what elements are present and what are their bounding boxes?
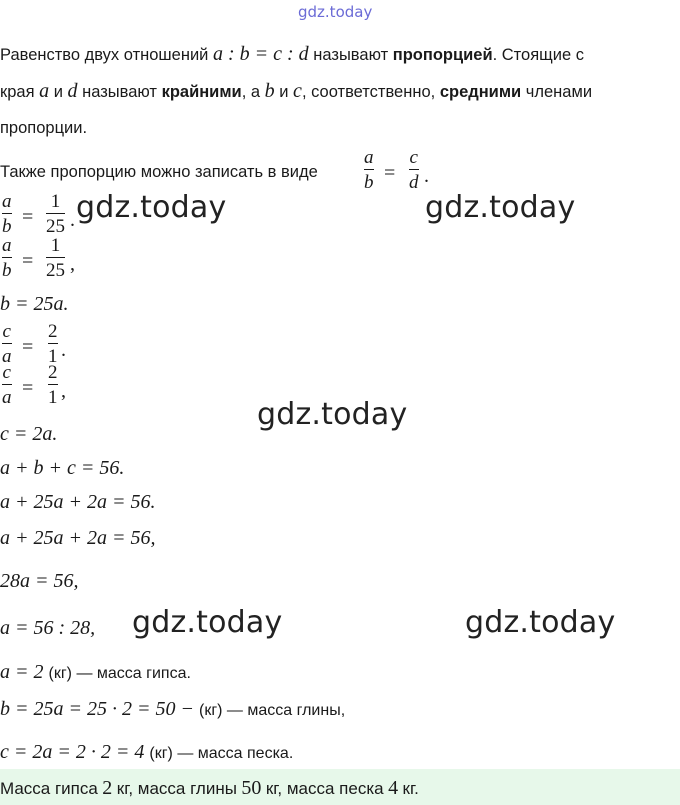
var-d: d <box>67 80 78 102</box>
ratio-expression: a : b = c : d <box>212 43 309 65</box>
watermark: gdz.today <box>425 190 576 225</box>
fraction-c-over-a: c a <box>2 321 12 367</box>
equals-sign: = <box>22 206 34 228</box>
intro-text: и <box>53 83 63 101</box>
intro-text: . Стоящие с <box>492 46 584 64</box>
watermark: gdz.today <box>465 605 616 640</box>
period: . <box>61 339 66 361</box>
comma: , <box>61 380 66 402</box>
fraction-a-over-b: a b <box>2 191 12 237</box>
equals-sign: = <box>22 377 34 399</box>
result-a: a = 2 (кг) — масса гипса. <box>0 661 191 683</box>
fraction-c-over-a: c a <box>2 362 12 408</box>
intro-text: и <box>279 83 289 101</box>
fraction-2-over-1: 2 1 <box>48 321 58 367</box>
intro-text: называют <box>82 83 157 101</box>
equation-sum: a + b + c = 56. <box>0 457 125 479</box>
intro-line-4: Также пропорцию можно записать в виде <box>0 163 318 181</box>
intro-line-3: пропорции. <box>0 119 88 137</box>
intro-text: края <box>0 83 35 101</box>
equals-sign: = <box>22 336 34 358</box>
intro-line-2 <box>0 81 592 102</box>
period: . <box>424 165 429 187</box>
intro-line-1 <box>0 44 584 65</box>
equation-b-25a: b = 25a. <box>0 293 69 315</box>
watermark: gdz.today <box>76 190 227 225</box>
equation-c-2a: c = 2a. <box>0 423 58 445</box>
equals-sign: = <box>22 250 34 272</box>
var-a: a <box>39 80 50 102</box>
watermark: gdz.today <box>132 605 283 640</box>
fraction-c-over-d: c d <box>409 147 419 193</box>
equation-substitution-1: a + 25a + 2a = 56. <box>0 491 156 513</box>
answer-box <box>0 769 680 805</box>
comma: , <box>70 253 75 275</box>
var-c: c <box>293 80 302 102</box>
fraction-2-over-1: 2 1 <box>48 362 58 408</box>
intro-text: , а <box>241 83 261 101</box>
equation-28a: 28a = 56, <box>0 570 79 592</box>
answer-text: Масса гипса 2 кг, масса глины 50 кг, масса песка 4 кг. <box>0 777 419 799</box>
fraction-a-over-b: a b <box>2 235 12 281</box>
watermark: gdz.today <box>257 397 408 432</box>
result-b: b = 25a = 25 · 2 = 50 − (кг) — масса глины, <box>0 698 346 720</box>
term-proportion: пропорцией <box>392 46 493 64</box>
term-extremes: крайними <box>161 83 242 101</box>
intro-text: называют <box>313 46 389 64</box>
var-b: b <box>264 80 275 102</box>
intro-text: , соответственно, <box>301 83 436 101</box>
equation-division: a = 56 : 28, <box>0 617 96 639</box>
intro-text: членами <box>525 83 593 101</box>
header-watermark: gdz.today <box>298 3 373 21</box>
equals-sign: = <box>384 162 396 184</box>
intro-text: Равенство двух отношений <box>0 46 209 64</box>
result-c: c = 2a = 2 · 2 = 4 (кг) — масса песка. <box>0 741 294 763</box>
fraction-a-over-b: a b <box>364 147 374 193</box>
fraction-1-over-25: 1 25 <box>46 191 65 237</box>
term-means: средними <box>439 83 522 101</box>
fraction-1-over-25: 1 25 <box>46 235 65 281</box>
period: . <box>70 209 75 231</box>
equation-substitution-2: a + 25a + 2a = 56, <box>0 527 156 549</box>
